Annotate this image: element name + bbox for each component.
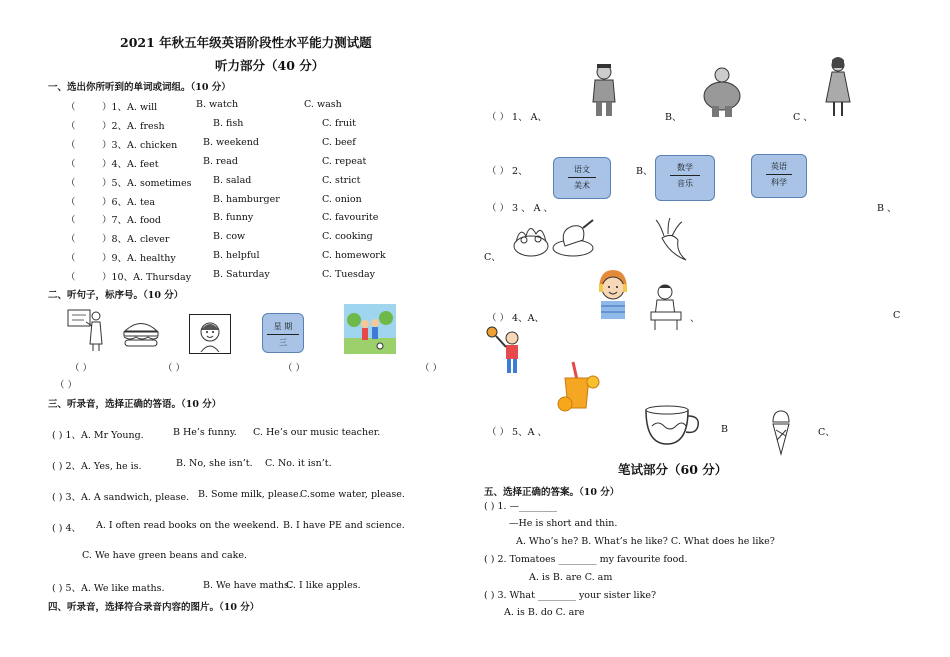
section5-q3-options: A. is B. do C. are <box>504 607 585 618</box>
option-c: C. Tuesday <box>322 269 376 280</box>
option-c: C. onion <box>322 194 362 205</box>
section4-q1-b: B、 <box>665 112 682 123</box>
section4-q4-mid: 、 <box>690 313 700 324</box>
cup-picture <box>642 404 704 448</box>
answer-paren-2[interactable]: （ ） <box>163 363 186 374</box>
answer-paren-open[interactable]: （ <box>66 215 76 226</box>
section5-q1-options: A. Who’s he? B. What’s he like? C. What does he like? <box>516 536 775 547</box>
option-a: ）8、A. clever <box>102 234 170 245</box>
ice-cream-picture <box>770 410 792 456</box>
hamburger-picture <box>122 318 160 348</box>
subject-card-b: 数学 音乐 <box>655 155 715 201</box>
section5-q3-stem: ( ) 3. What ________ your sister like? <box>484 590 657 601</box>
answer-paren-open[interactable]: （ <box>66 234 76 245</box>
answer-paren-1[interactable]: （ ） <box>70 363 93 374</box>
teacher-picture <box>66 306 106 352</box>
section5-heading: 五、选择正确的答案。（10 分） <box>484 487 620 498</box>
section4-heading: 四、听录音，选择符合录音内容的图片。（10 分） <box>48 602 260 613</box>
option-c: C. beef <box>322 137 356 148</box>
chicken-drumstick-picture <box>551 216 597 260</box>
section4-q4-c: C <box>893 310 901 321</box>
option-c: C. wash <box>304 99 342 110</box>
children-playing-picture <box>344 304 396 354</box>
option-c: C. strict <box>322 175 361 186</box>
section4-q4-label: （ ） 4、A、 <box>487 313 544 324</box>
section3-heading: 三、听录音，选择正确的答语。（10 分） <box>48 399 222 410</box>
option-b: B. hamburger <box>213 194 280 205</box>
fat-man-picture <box>694 66 750 118</box>
option-b: B. cow <box>213 231 246 242</box>
option-a: ）4、A. feet <box>102 159 159 170</box>
man-standing-picture <box>585 62 625 118</box>
orange-juice-picture <box>555 360 603 414</box>
boy-basketball-picture <box>484 324 530 378</box>
answer-paren-open[interactable]: （ <box>66 102 76 113</box>
option-b: B. helpful <box>213 250 260 261</box>
writing-title: 笔试部分（60 分） <box>618 462 728 477</box>
option-b: B. read <box>203 156 238 167</box>
answer-paren-5[interactable]: （ ） <box>55 380 78 391</box>
option-a: ）10、A. Thursday <box>102 272 192 283</box>
subject-card-c: 英语 科学 <box>751 154 807 198</box>
answer-paren-open[interactable]: （ <box>66 140 76 151</box>
option-a: ）6、A. tea <box>102 197 156 208</box>
section4-q2-label: （ ） 2、 <box>487 166 528 177</box>
option-c: C. homework <box>322 250 386 261</box>
answer-paren-3[interactable]: （ ） <box>283 363 306 374</box>
section4-q1-c: C 、 <box>793 112 813 123</box>
answer-paren-open[interactable]: （ <box>66 197 76 208</box>
section5-q2-stem: ( ) 2. Tomatoes ________ my favourite food. <box>484 554 688 565</box>
girl-picture <box>189 314 231 354</box>
section4-q5-label: （ ） 5、A 、 <box>487 427 547 438</box>
section4-q5-b: B <box>721 424 728 435</box>
section5-q1-reply: —He is short and thin. <box>509 518 618 529</box>
section2-heading: 二、听句子，标序号。（10 分） <box>48 290 184 301</box>
option-b: B. funny <box>213 212 254 223</box>
section4-q3-label: （ ） 3 、 A 、 <box>487 203 554 214</box>
option-b: B. watch <box>196 99 239 110</box>
option-a: ）3、A. chicken <box>102 140 178 151</box>
radish-picture <box>652 218 690 262</box>
option-c: C. fruit <box>322 118 357 129</box>
subject-card-a: 语文 美术 <box>553 157 611 199</box>
page-title: 2021 年秋五年级英语阶段性水平能力测试题 <box>120 35 372 50</box>
section4-q3-c: C、 <box>484 252 501 263</box>
section4-q2-b: B、 <box>636 166 653 177</box>
option-a: ）5、A. sometimes <box>102 178 192 189</box>
listening-title: 听力部分（40 分） <box>215 58 325 73</box>
option-c: C. favourite <box>322 212 379 223</box>
option-a: ）7、A. food <box>102 215 161 226</box>
option-a: ）2、A. fresh <box>102 121 165 132</box>
option-a: ）1、A. will <box>102 102 158 113</box>
answer-paren-open[interactable]: （ <box>66 159 76 170</box>
answer-paren-4[interactable]: （ ） <box>420 363 443 374</box>
option-b: B. salad <box>213 175 252 186</box>
option-b: B. Saturday <box>213 269 270 280</box>
answer-paren-open[interactable]: （ <box>66 253 76 264</box>
weekday-card: 星 期 三 <box>262 313 304 353</box>
section4-q3-b: B 、 <box>877 203 897 214</box>
boy-washing-picture <box>645 282 687 332</box>
option-b: B. fish <box>213 118 244 129</box>
option-c: C. cooking <box>322 231 373 242</box>
salad-picture <box>510 216 552 260</box>
answer-paren-open[interactable]: （ <box>66 178 76 189</box>
woman-picture <box>820 56 856 118</box>
section5-q1-stem: ( ) 1. —________ <box>484 501 558 512</box>
girl-with-headphones-picture <box>593 268 633 320</box>
option-a: ）9、A. healthy <box>102 253 176 264</box>
option-b: B. weekend <box>203 137 259 148</box>
section5-q2-options: A. is B. are C. am <box>529 572 613 583</box>
section4-q1-label: （ ） 1、 A、 <box>487 112 547 123</box>
section4-q5-c: C、 <box>818 427 835 438</box>
answer-paren-open[interactable]: （ <box>66 121 76 132</box>
section1-heading: 一、选出你所听到的单词或词组。（10 分） <box>48 82 231 93</box>
answer-paren-open[interactable]: （ <box>66 272 76 283</box>
option-c: C. repeat <box>322 156 367 167</box>
